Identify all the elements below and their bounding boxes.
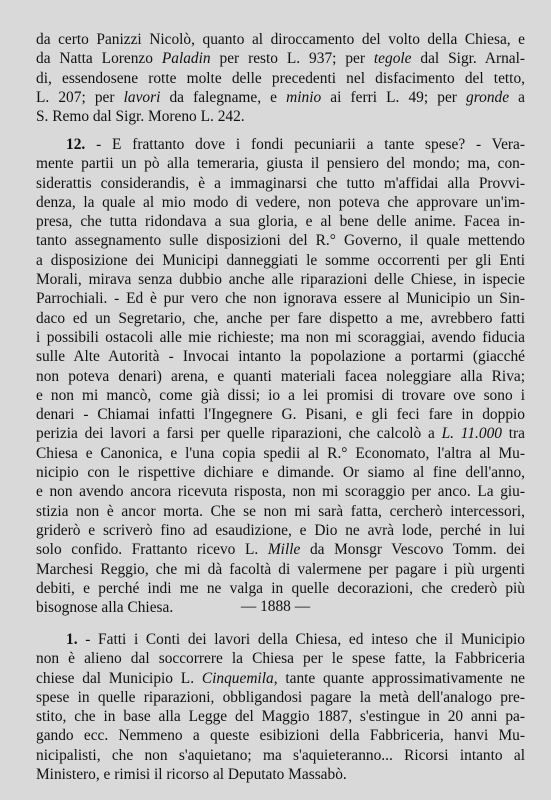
text-line: solo confido. Frattanto ricevo L. Mille da Monsgr Vescovo Tomm. dei — [36, 541, 525, 559]
text-line: 1. - Fatti i Conti dei lavori della Chiesa, ed inteso che il Municipio — [66, 631, 525, 648]
text-line: e non avendo ancora ricevuta risposta, non mi scoraggio per anco. La giu- — [36, 483, 525, 501]
paragraph-number: 12. — [66, 136, 86, 153]
text-line: chiese dal Municipio L. Cinquemila, tante quante approssimativamente ne — [36, 669, 525, 687]
text-line: bisognose alla Chiesa. — [36, 599, 174, 617]
text-line: non poteva denari) arena, e quanti materiali facea noleggiare alla Riva; — [36, 367, 525, 385]
text-line: non è alieno dal soccorrere la Chiesa per le spese fatte, la Fabbriceria — [36, 650, 525, 668]
text-line: nicipio con le rispettive dichiare e dimande. Or siamo al fine dell'anno, — [36, 464, 525, 482]
italic-term: L. 11.000 — [441, 425, 502, 443]
text-line: perizia dei lavori a farsi per quelle riparazioni, che calcolò a L. 11.000 tra — [36, 425, 525, 443]
italic-term: Mille — [267, 541, 301, 559]
text-line: mente partii un pò alla temeraria, giusta il pensiero del mondo; ma, con- — [36, 155, 525, 173]
text-line: debiti, e perché indi me ne valga in quelle decorazioni, che crederò più — [36, 579, 525, 597]
text-line: griderò e scriverò fino ad esaudizione, e Dio ne avrà lode, perché in lui — [36, 521, 525, 539]
text-line: denza, la quale al mio modo di vedere, non poteva che approvare un'im- — [36, 193, 525, 211]
paragraph-12 — [36, 135, 525, 617]
text-line: tanto assegnamento sulle disposizioni del R.° Governo, il quale mettendo — [36, 232, 525, 250]
text-line: 12. - E frattanto dove i fondi pecuniarii a tante spese? - Vera- — [66, 136, 525, 153]
text-line: stizia non è ancor morta. Che se non mi sarà fatta, cercherò intercessori, — [36, 502, 525, 520]
italic-term: gronde — [466, 88, 510, 106]
text-line: Morali, mirava senza dubbio anche alle riparazioni delle Chiese, in ispecie — [36, 271, 525, 289]
text-line: di, essendosene rotte molte delle precedenti nel disfacimento del tetto, — [36, 69, 525, 87]
paragraph-number: 1. — [66, 631, 78, 648]
text-line: L. 207; per lavori da falegname, e minio ai ferri L. 49; per gronde a — [36, 88, 526, 106]
text-line: i possibili ostacoli alle mie richieste; ma non mi scoraggiai, avendo fiducia — [36, 328, 525, 346]
text-line: Chiesa e Canonica, e l'una copia spedii al R.° Economato, l'altra al Mu- — [36, 444, 525, 462]
text-line: presa, che tutta ridondava a sua gloria, e al bene delle anime. Facea in- — [36, 213, 525, 231]
text-line: stito, che in base alla Legge del Maggio 1887, s'estingue in 20 anni pa- — [36, 708, 525, 726]
text-line: gando ecc. Nemmeno a queste esibizioni della Fabbriceria, hanvi Mu- — [36, 727, 525, 745]
text-line: denari - Chiamai infatti l'Ingegnere G. Pisani, e gli feci fare in doppio — [36, 406, 525, 424]
text-line: da certo Panizzi Nicolò, quanto al diroccamento del volto della Chiesa, e — [36, 31, 525, 48]
italic-term: Paladin — [161, 50, 211, 68]
italic-term: Cinquemila — [201, 669, 274, 687]
text-line: Marchesi Reggio, che mi dà facoltà di valermene per pagare i più urgenti — [36, 560, 525, 578]
italic-term: minio — [286, 88, 322, 106]
text-line: sulle Alte Autorità - Invocai intanto la popolazione a portarmi (giacché — [36, 348, 525, 366]
text-line: a disposizione dei Municipi danneggiati le somme occorrenti per gli Enti — [36, 251, 525, 269]
text-line: siderattis considerandis, è a immaginarsi che tutto m'affidai alla Provvi- — [36, 174, 525, 192]
text-line: Parrochiali. - Ed è pur vero che non ignorava essere al Municipio un Sin- — [36, 290, 525, 308]
text-line: Ministero, e rimisi il ricorso al Deputato Massabò. — [36, 766, 347, 784]
paragraph-expenses-continued — [36, 30, 525, 126]
italic-term: tegole — [373, 50, 412, 68]
year-heading: — 1888 — — [240, 598, 311, 615]
text-line: S. Remo dal Sigr. Moreno L. 242. — [36, 108, 245, 126]
italic-term: lavori — [123, 88, 161, 106]
paragraph-1888-1 — [36, 630, 525, 784]
text-line: da Natta Lorenzo Paladin per resto L. 937; per tegole dal Sigr. Arnal- — [36, 50, 525, 68]
text-line: nicipalisti, che non s'aquietano; ma s'aquieteranno... Ricorsi intanto al — [36, 746, 525, 764]
text-line: daco ed un Segretario, che, anche per fare dispetto a me, avrebbero fatti — [36, 309, 525, 327]
text-line: e non mi mancò, come già dissi; io a lei promisi di trovare ove sono i — [36, 386, 525, 404]
text-line: spese in quelle riparazioni, obbligandosi pagare la metà dell'analogo pre- — [36, 688, 525, 706]
